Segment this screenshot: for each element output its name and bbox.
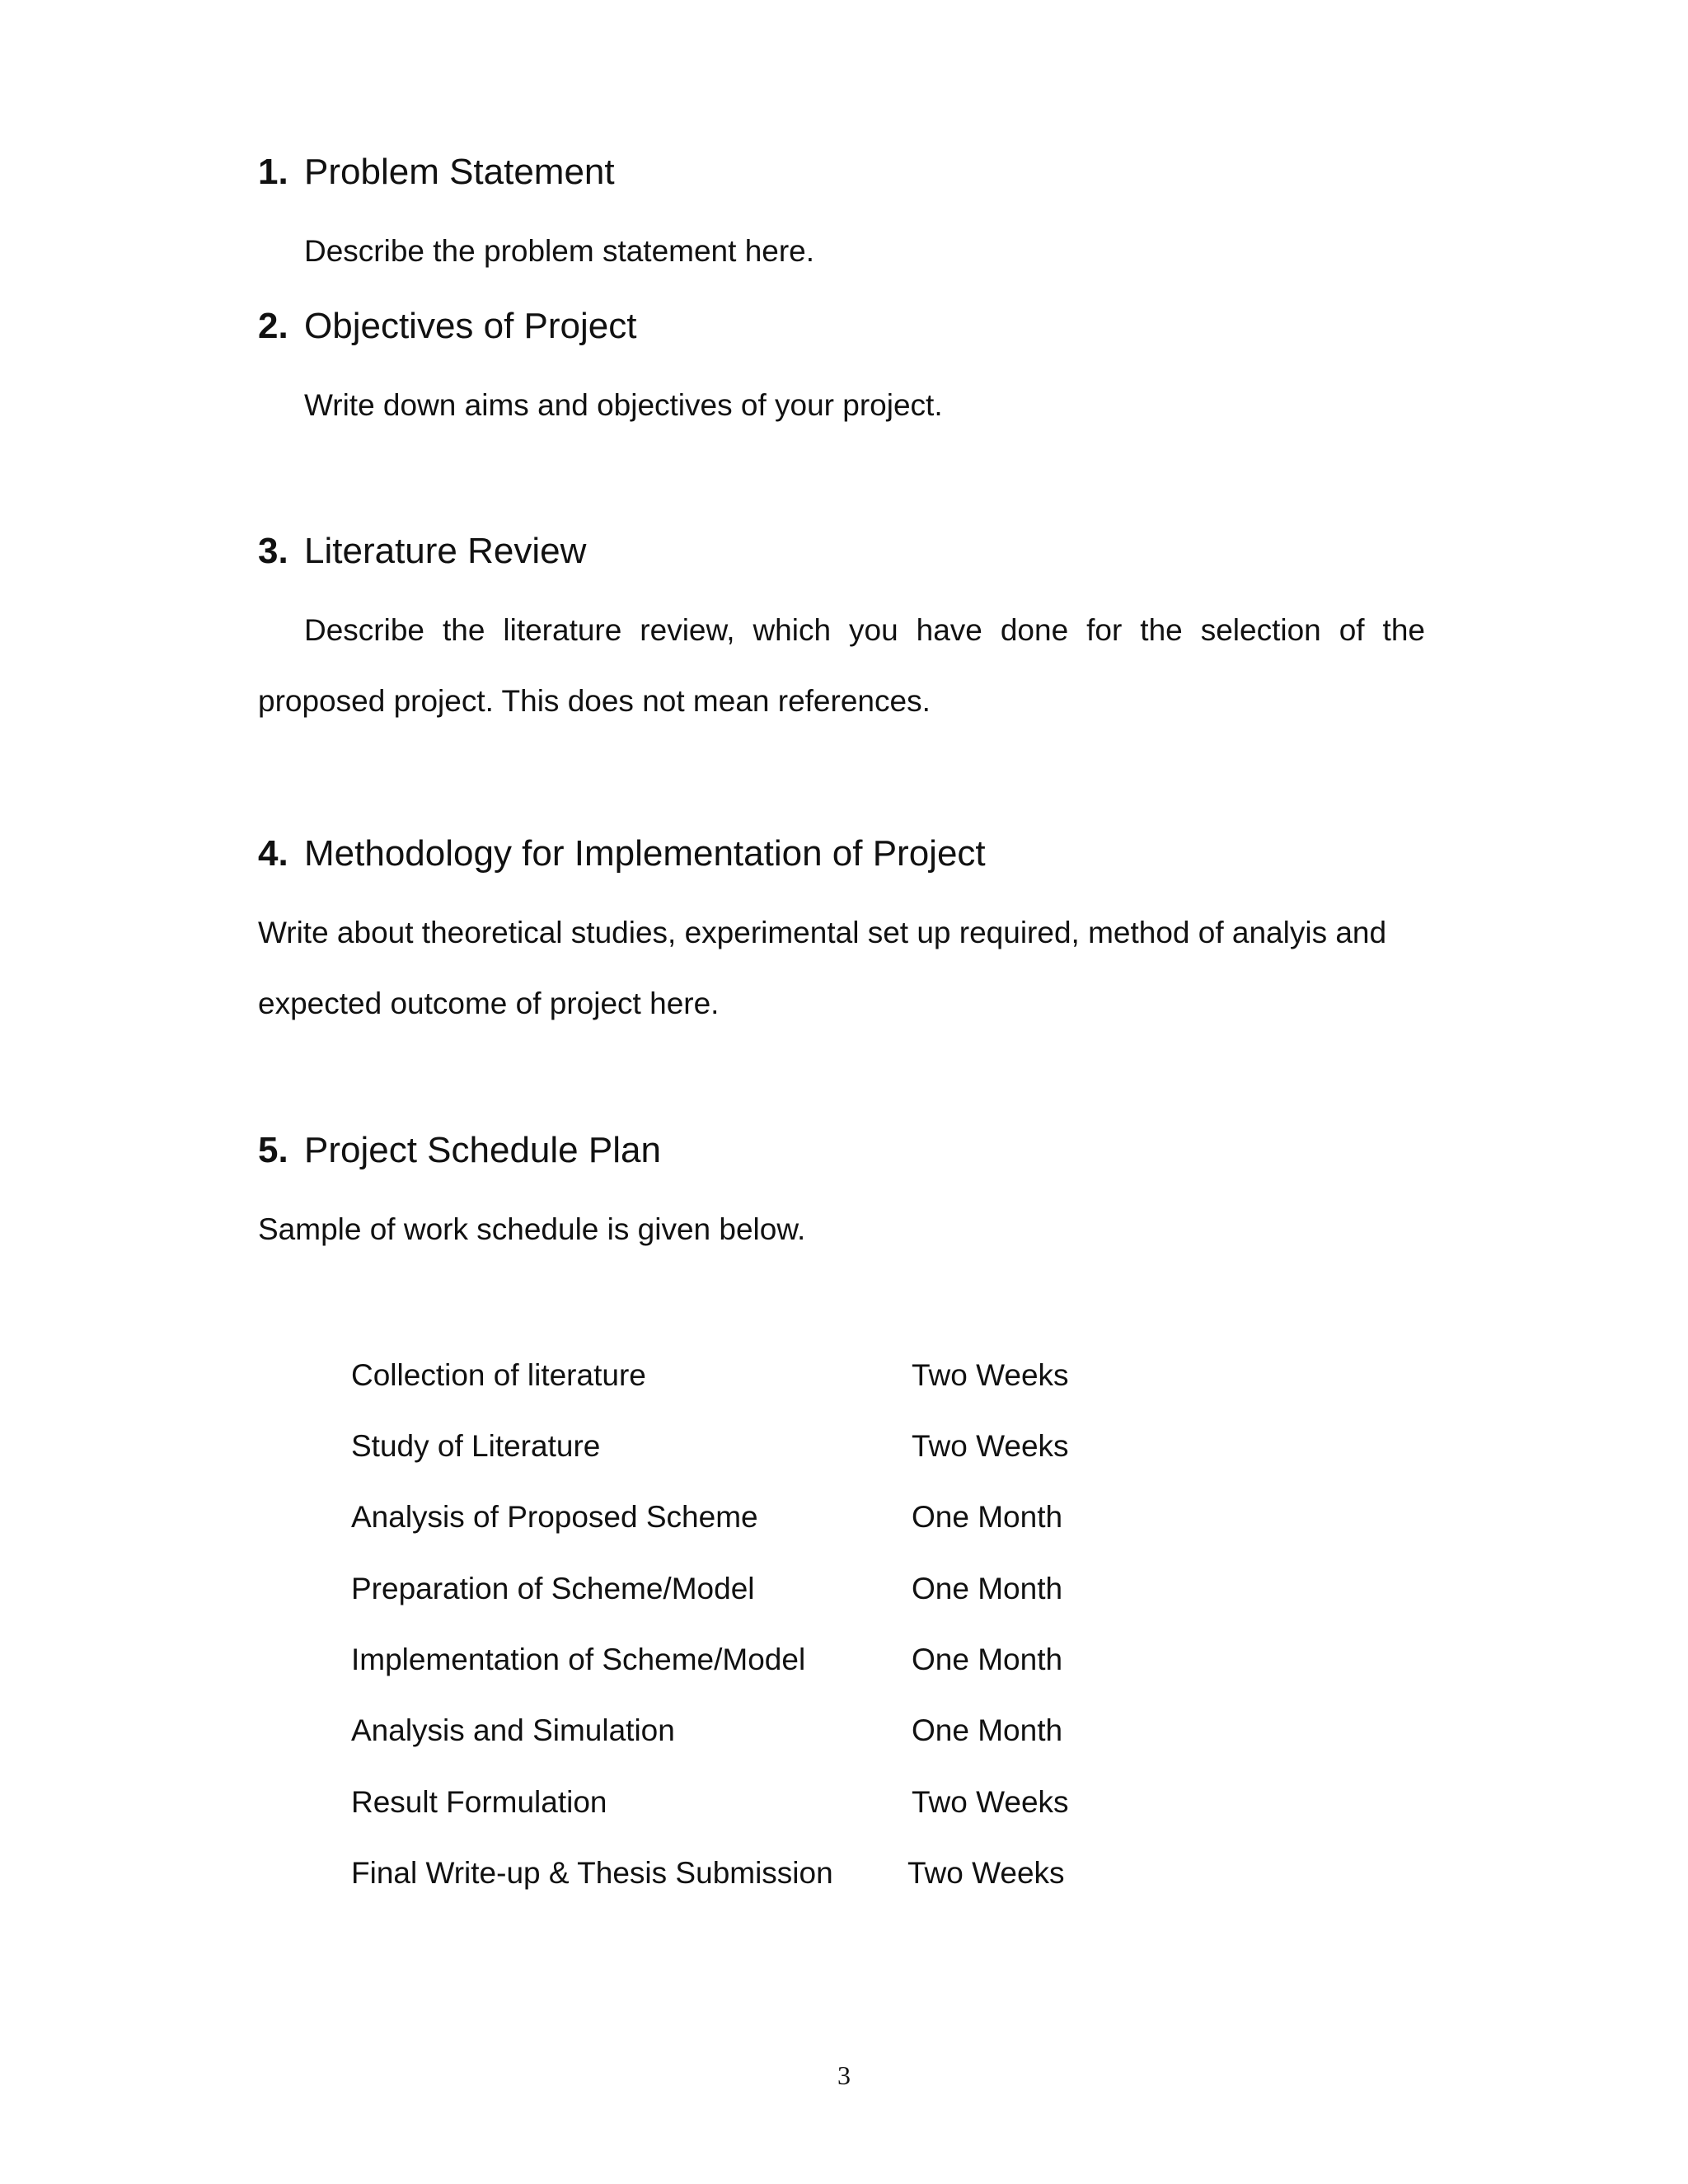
schedule-row <box>351 1858 1093 1894</box>
section-heading-objectives <box>258 308 637 344</box>
schedule-row <box>351 1715 1093 1751</box>
schedule-row <box>351 1573 1093 1610</box>
section-heading-methodology <box>258 833 986 874</box>
section-title: Methodology for Implementation of Project <box>304 833 986 874</box>
section-number: 1. <box>258 152 288 192</box>
schedule-duration: One Month <box>912 1643 1063 1676</box>
section-title: Project Schedule Plan <box>304 1130 661 1170</box>
section-body-schedule-plan: Sample of work schedule is given below. <box>258 1212 806 1246</box>
schedule-task: Result Formulation <box>351 1785 607 1819</box>
section-heading-schedule-plan <box>258 1132 661 1169</box>
schedule-duration: Two Weeks <box>912 1785 1069 1819</box>
schedule-task: Study of Literature <box>351 1429 601 1463</box>
schedule-row <box>351 1431 1093 1467</box>
section-number: 3. <box>258 531 288 571</box>
section-body-objectives: Write down aims and objectives of your project. <box>304 388 943 422</box>
section-title: Objectives of Project <box>304 306 637 346</box>
section-body-literature-review-line2: proposed project. This does not mean references. <box>258 684 931 718</box>
page-number: 3 <box>837 2060 851 2090</box>
schedule-task: Final Write-up & Thesis Submission <box>351 1856 833 1890</box>
schedule-task: Preparation of Scheme/Model <box>351 1572 755 1605</box>
schedule-duration: One Month <box>912 1500 1063 1534</box>
section-number: 5. <box>258 1130 288 1170</box>
schedule-row <box>351 1644 1093 1680</box>
schedule-task: Analysis of Proposed Scheme <box>351 1500 758 1534</box>
section-heading-literature-review <box>258 533 586 569</box>
section-heading-problem-statement <box>258 154 615 190</box>
section-body-methodology-line2: expected outcome of project here. <box>258 987 720 1020</box>
schedule-duration: Two Weeks <box>912 1429 1069 1463</box>
schedule-duration: Two Weeks <box>912 1358 1069 1392</box>
schedule-row <box>351 1360 1093 1396</box>
schedule-row <box>351 1787 1093 1823</box>
schedule-task: Implementation of Scheme/Model <box>351 1643 806 1676</box>
section-number: 2. <box>258 306 288 346</box>
section-title: Literature Review <box>304 531 587 571</box>
schedule-duration: One Month <box>912 1713 1063 1747</box>
schedule-task: Analysis and Simulation <box>351 1713 675 1747</box>
schedule-duration: Two Weeks <box>907 1856 1065 1890</box>
section-body-problem-statement: Describe the problem statement here. <box>304 234 815 268</box>
section-title: Problem Statement <box>304 152 615 192</box>
schedule-duration: One Month <box>912 1572 1063 1605</box>
schedule-task: Collection of literature <box>351 1358 646 1392</box>
schedule-row <box>351 1502 1093 1538</box>
section-number: 4. <box>258 833 288 874</box>
section-body-methodology-line1: Write about theoretical studies, experimental set up required, method of analyis and <box>258 916 1387 949</box>
section-body-literature-review-line1: Describe the literature review, which you have done for the selection of the <box>304 613 1425 647</box>
